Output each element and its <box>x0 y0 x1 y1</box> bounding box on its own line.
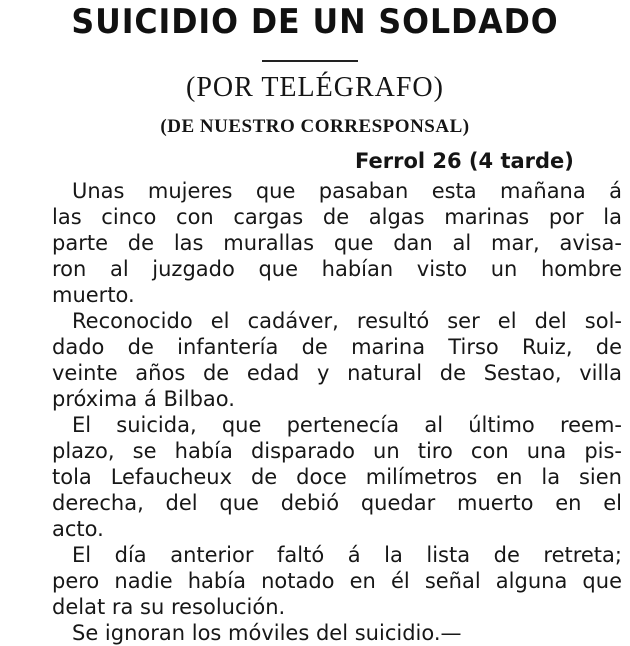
article-line: las cinco con cargas de algas marinas por la <box>52 205 622 229</box>
article-line: El día anterior faltó á la lista de retreta; <box>72 543 622 567</box>
article-line: Reconocido el cadáver, resultó ser el del sol- <box>72 309 622 333</box>
headline-divider <box>262 60 358 62</box>
headline: SUICIDIO DE UN SOLDADO <box>71 2 559 42</box>
article-line: derecha, del que debió quedar muerto en el <box>52 491 622 515</box>
article-line: ron al juzgado que habían visto un hombre <box>52 257 622 281</box>
article-line: dado de infantería de marina Tirso Ruiz, de <box>52 335 622 359</box>
article-line: tola Lefaucheux de doce milímetros en la sien <box>52 465 622 489</box>
article-line: plazo, se había disparado un tiro con una pis- <box>52 439 622 463</box>
article-line: pero nadie había notado en él señal alguna que <box>52 569 622 593</box>
article-line: parte de las murallas que dan al mar, avisa- <box>52 231 622 255</box>
byline: (DE NUESTRO CORRESPONSAL) <box>160 116 470 137</box>
article-line: acto. <box>52 517 104 541</box>
article-line: próxima á Bilbao. <box>52 387 235 411</box>
subhead: (POR TELÉGRAFO) <box>186 72 444 103</box>
article-line: Se ignoran los móviles del suicidio.— <box>72 621 462 645</box>
article-line: delat ra su resolución. <box>52 595 286 619</box>
dateline: Ferrol 26 (4 tarde) <box>355 149 574 173</box>
article-line: Unas mujeres que pasaban esta mañana á <box>72 179 622 203</box>
article-body <box>52 178 622 646</box>
article-line: El suicida, que pertenecía al último reem- <box>72 413 622 437</box>
article-line: veinte años de edad y natural de Sestao, villa <box>52 361 622 385</box>
article-line: muerto. <box>52 283 135 307</box>
